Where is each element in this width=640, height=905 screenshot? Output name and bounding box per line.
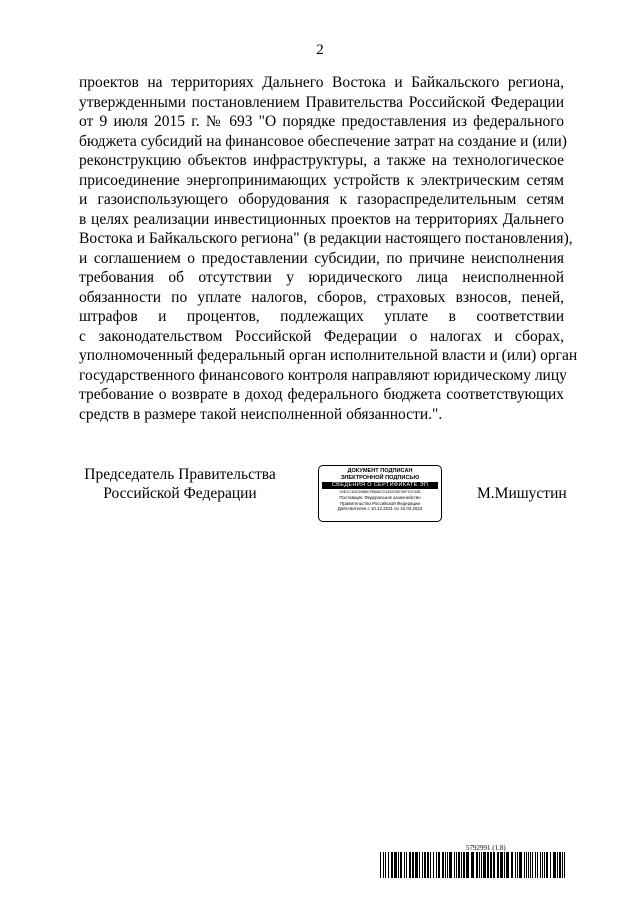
body-line: присоединение энергопринимающих устройств к электрическим сетям bbox=[79, 171, 564, 189]
barcode-bar bbox=[526, 852, 527, 878]
barcode-bar bbox=[412, 852, 414, 878]
barcode-bar bbox=[490, 852, 492, 878]
barcode-bar bbox=[519, 852, 522, 878]
barcode-bar bbox=[394, 852, 397, 878]
barcode-label: 5792991 (1.8) bbox=[466, 844, 506, 852]
barcode-bar bbox=[471, 852, 474, 878]
barcode-bar bbox=[532, 852, 533, 878]
barcode-bar bbox=[504, 852, 505, 878]
signatory-title-line2: Российской Федерации bbox=[103, 485, 257, 502]
barcode-bar bbox=[409, 852, 411, 878]
barcode-bar bbox=[436, 852, 437, 878]
barcode-bar bbox=[524, 852, 525, 878]
barcode-bar bbox=[430, 852, 431, 878]
barcode-image bbox=[380, 852, 566, 878]
barcode-bar bbox=[433, 852, 434, 878]
barcode-bar bbox=[481, 852, 482, 878]
stamp-issuer-line2: Правительство Российской Федерации bbox=[340, 500, 420, 506]
body-line: от 9 июля 2015 г. № 693 "О порядке предоставления из федерального bbox=[79, 113, 564, 130]
barcode-bar bbox=[559, 852, 561, 878]
barcode-bar bbox=[493, 852, 495, 878]
signatory-title-line1: Председатель Правительства bbox=[84, 466, 276, 483]
barcode-bar bbox=[449, 852, 452, 878]
body-line: штрафов и процентов, подлежащих уплате в соответствии bbox=[79, 308, 564, 325]
body-line: и соглашением о предоставлении субсидии, по причине неисполнения bbox=[79, 249, 564, 267]
stamp-line1: ДОКУМЕНТ ПОДПИСАН bbox=[347, 468, 413, 474]
body-line: требование о возврате в доход федерального бюджета соответствующих bbox=[79, 386, 564, 403]
barcode-bar bbox=[540, 852, 541, 878]
body-line: утвержденными постановлением Правительства Российской Федерации bbox=[79, 93, 564, 111]
barcode-bar bbox=[535, 852, 536, 878]
barcode-bar bbox=[454, 852, 455, 878]
barcode-bar bbox=[487, 852, 489, 878]
barcode-bar bbox=[388, 852, 389, 878]
body-line: требования об отсутствии у юридического лица неисполненной bbox=[79, 269, 564, 286]
barcode-bar bbox=[511, 852, 513, 878]
barcode-bar bbox=[517, 852, 518, 878]
barcode-bar bbox=[419, 852, 420, 878]
barcode-bar bbox=[557, 852, 558, 878]
barcode-bar bbox=[544, 852, 545, 878]
barcode-bar bbox=[530, 852, 531, 878]
barcode-bar bbox=[447, 852, 448, 878]
barcode-bar bbox=[537, 852, 538, 878]
barcode-bar bbox=[400, 852, 402, 878]
barcode-bar bbox=[466, 852, 469, 878]
body-line: средств в размере такой неисполненной обязанности.". bbox=[79, 405, 443, 423]
barcode-bar bbox=[438, 852, 440, 878]
barcode-bar bbox=[458, 852, 460, 878]
barcode-bar bbox=[479, 852, 480, 878]
barcode-bar bbox=[483, 852, 486, 878]
barcode-bar bbox=[445, 852, 446, 878]
barcode-bar bbox=[427, 852, 429, 878]
signatory-name: М.Мишустин bbox=[477, 485, 567, 502]
barcode-bar bbox=[463, 852, 465, 878]
barcode-bar bbox=[398, 852, 399, 878]
signature-block bbox=[0, 465, 640, 525]
stamp-heading bbox=[319, 468, 441, 481]
body-line: уполномоченный федеральный орган исполнительной власти и (или) орган bbox=[79, 347, 578, 364]
barcode-bar bbox=[550, 852, 551, 878]
barcode-bar bbox=[500, 852, 503, 878]
stamp-banner: СВЕДЕНИЯ О СЕРТИФИКАТЕ ЭП bbox=[322, 482, 438, 489]
barcode-bar bbox=[497, 852, 499, 878]
electronic-signature-stamp bbox=[318, 465, 442, 522]
barcode-bar bbox=[461, 852, 462, 878]
barcode-bar bbox=[562, 852, 563, 878]
barcode-bar bbox=[406, 852, 407, 878]
barcode-bar bbox=[515, 852, 516, 878]
body-line: государственного финансового контроля направляют юридическому лицу bbox=[79, 366, 567, 384]
barcode-bar bbox=[391, 852, 393, 878]
stamp-serial: 00E1C3AC5988CFB6807213320DE39F19742B bbox=[339, 490, 421, 494]
barcode-bar bbox=[442, 852, 444, 878]
barcode-bar bbox=[542, 852, 543, 878]
body-line: Востока и Байкальского региона" (в редакции настоящего постановления), bbox=[79, 230, 573, 247]
stamp-issuer-line1: Поставщик: Федеральное казначейство bbox=[339, 495, 421, 501]
body-line: реконструкцию объектов инфраструктуры, а также на технологическое bbox=[79, 152, 564, 169]
barcode-bar bbox=[404, 852, 405, 878]
barcode-bar bbox=[506, 852, 509, 878]
barcode-bar bbox=[456, 852, 457, 878]
barcode-bar bbox=[528, 852, 529, 878]
body-line: обязанности по уплате налогов, сборов, страховых взносов, пеней, bbox=[79, 288, 564, 306]
barcode-bar bbox=[385, 852, 386, 878]
barcode-bar bbox=[380, 852, 381, 878]
body-line: проектов на территориях Дальнего Востока и Байкальского региона, bbox=[79, 74, 564, 91]
body-line: с законодательством Российской Федерации о налогах и сборах, bbox=[79, 327, 564, 345]
signatory-title bbox=[80, 465, 280, 503]
body-text bbox=[79, 73, 578, 424]
body-line: бюджета субсидий на финансовое обеспечение затрат на создание и (или) bbox=[79, 132, 567, 150]
barcode-bar bbox=[553, 852, 556, 878]
barcode-bar bbox=[383, 852, 384, 878]
body-line: и газоиспользующего оборудования к газораспределительным сетям bbox=[79, 191, 564, 208]
barcode-bar bbox=[415, 852, 418, 878]
barcode-bar bbox=[476, 852, 478, 878]
body-line: в целях реализации инвестиционных проектов на территориях Дальнего bbox=[79, 210, 564, 228]
page-number: 2 bbox=[316, 42, 324, 58]
barcode-bar bbox=[424, 852, 426, 878]
barcode-bar bbox=[422, 852, 423, 878]
stamp-line2: ЭЛЕКТРОННОЙ ПОДПИСЬЮ bbox=[340, 474, 420, 481]
stamp-validity: Действителен с 10.12.2021 по 10.03.2023 bbox=[337, 506, 423, 512]
barcode-bar bbox=[546, 852, 548, 878]
barcode-bar bbox=[564, 852, 565, 878]
